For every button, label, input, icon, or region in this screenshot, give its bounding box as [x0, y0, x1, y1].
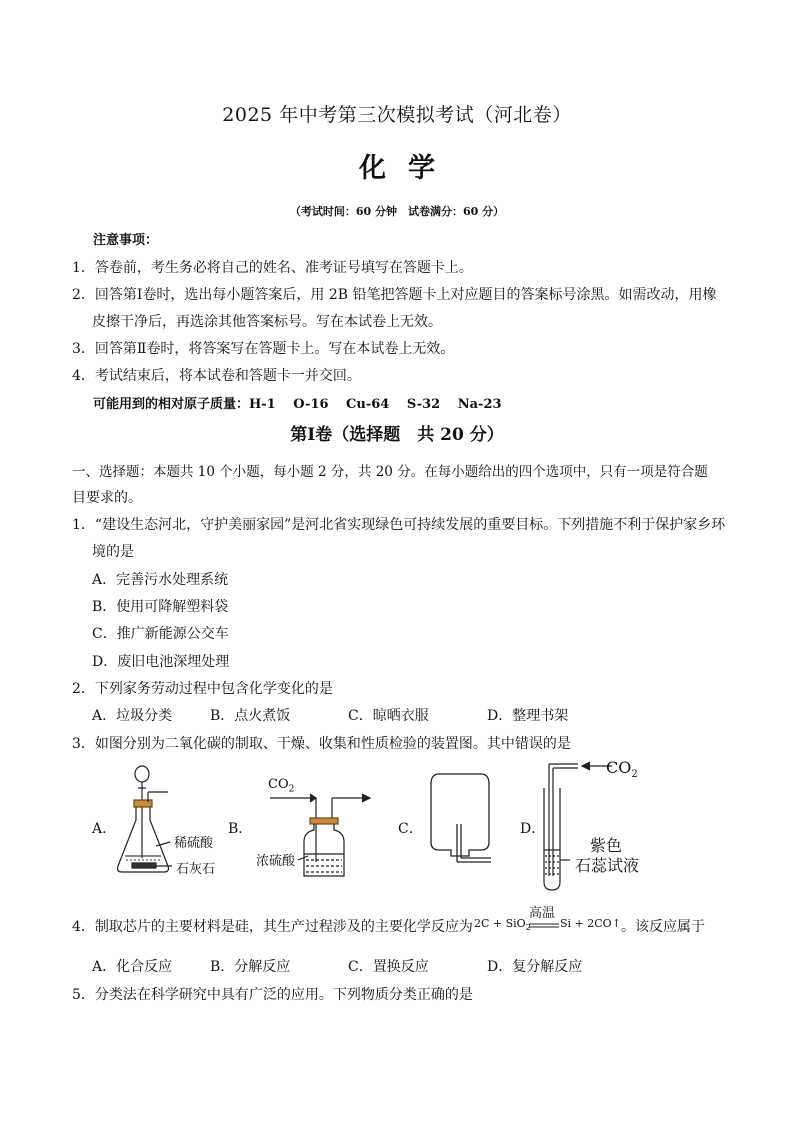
- q4-stem-pre: 4．制取芯片的主要材料是硅，其生产过程涉及的主要化学反应为: [72, 919, 473, 935]
- exam-info: （考试时间：60 分钟 试卷满分：60 分）: [289, 205, 505, 218]
- section-instruction: 目要求的。: [72, 490, 142, 506]
- question-stem: 1．“建设生态河北，守护美丽家园”是河北省实现绿色可持续发展的重要目标。下列措施不利于保护家乡环: [72, 517, 726, 533]
- label-litmus: 石蕊试液: [575, 856, 640, 875]
- subject-title: 化学: [359, 153, 457, 184]
- figure-label-d: D．: [520, 821, 546, 837]
- option-d: D．废旧电池深埋处理: [92, 654, 230, 670]
- note-item: 4．考试结束后，将本试卷和答题卡一并交回。: [72, 368, 361, 384]
- eq-condition: 高温: [529, 906, 556, 921]
- co2-sub: 2: [288, 784, 295, 795]
- question-stem: 3．如图分别为二氧化碳的制取、干燥、收集和性质检验的装置图。其中错误的是: [72, 736, 571, 752]
- atomic-masses: 可能用到的相对原子质量：H-1 O-16 Cu-64 S-32 Na-23: [93, 397, 502, 412]
- figure-label-b: B．: [228, 821, 253, 837]
- figure-label-c: C．: [398, 821, 423, 837]
- question-stem: 境的是: [92, 544, 134, 560]
- apparatus-c-diagram: [425, 770, 505, 870]
- figure-label-a: A．: [92, 821, 117, 837]
- label-limestone: 石灰石: [176, 862, 216, 877]
- label-conc-acid: 浓硫酸: [256, 854, 296, 869]
- question-stem: [72, 916, 473, 936]
- note-item: 2．回答第Ⅰ卷时，选出每小题答案后，用 2B 铅笔把答题卡上对应题目的答案标号涂黑。如需改动，用橡: [72, 287, 717, 303]
- note-item: 皮擦干净后，再选涂其他答案标号。写在本试卷上无效。: [92, 314, 442, 330]
- option-c: C．晾晒衣服: [348, 708, 429, 724]
- question-stem: 2．下列家务劳动过程中包含化学变化的是: [72, 681, 333, 697]
- eq-left-sub: 2: [525, 923, 531, 933]
- eq-left: 2C + SiO: [474, 917, 526, 930]
- option-a: A．化合反应: [92, 959, 173, 975]
- section-instruction: 一、选择题：本题共 10 个小题，每小题 2 分，共 20 分。在每小题给出的四个选项中，只有一项是符合题: [72, 464, 708, 480]
- q4-stem-post: 。该反应属于: [621, 919, 705, 935]
- option-d: D．复分解反应: [487, 959, 583, 975]
- co2-text: CO: [606, 758, 632, 777]
- co2-sub: 2: [631, 769, 638, 781]
- option-d: D．整理书架: [487, 708, 569, 724]
- question-stem: 5．分类法在科学研究中具有广泛的应用。下列物质分类正确的是: [72, 987, 473, 1003]
- option-b: B．分解反应: [210, 959, 291, 975]
- reaction-equation: [474, 917, 531, 932]
- option-c: C．推广新能源公交车: [92, 626, 229, 642]
- exam-title: 2025 年中考第三次模拟考试（河北卷）: [222, 104, 572, 126]
- eq-right: Si + 2CO↑: [560, 917, 621, 930]
- section-title: 第Ⅰ卷（选择题 共 20 分）: [290, 425, 504, 445]
- co2-text: CO: [268, 777, 289, 792]
- option-c: C．置换反应: [348, 959, 429, 975]
- apparatus-b-diagram: [266, 784, 386, 884]
- option-b: B．点火煮饭: [210, 708, 291, 724]
- label-co2-d: [606, 758, 638, 780]
- option-b: B．使用可降解塑料袋: [92, 599, 229, 615]
- note-item: 3．回答第Ⅱ卷时，将答案写在答题卡上。写在本试卷上无效。: [72, 341, 455, 357]
- eq-double-line: [529, 923, 559, 929]
- option-a: A．垃圾分类: [92, 708, 173, 724]
- option-a: A．完善污水处理系统: [92, 572, 229, 588]
- label-purple: 紫色: [590, 836, 623, 855]
- note-item: 1．答卷前，考生务必将自己的姓名、准考证号填写在答题卡上。: [72, 260, 473, 276]
- notes-heading: 注意事项：: [93, 233, 159, 248]
- label-dilute-acid: 稀硫酸: [174, 836, 214, 851]
